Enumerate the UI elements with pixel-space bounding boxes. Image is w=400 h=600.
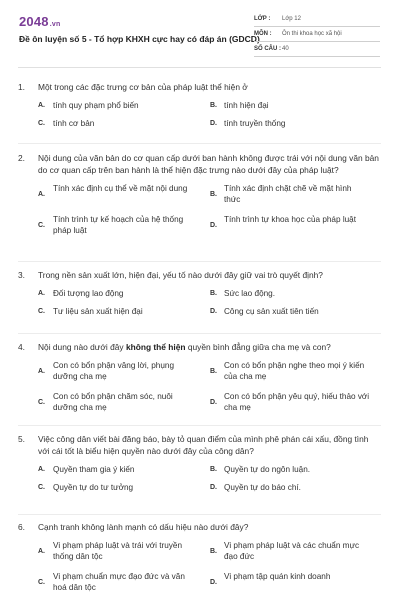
option-d[interactable]: D. Tính trình tự khoa học của pháp luật [210, 215, 357, 229]
site-logo[interactable]: 2048.vn [19, 14, 61, 29]
option-a[interactable]: A. Đối tượng lao động [38, 289, 124, 298]
meta-subject-value: Ôn thi khoa học xã hội [282, 31, 342, 37]
meta-class [254, 14, 380, 27]
document-header [0, 0, 400, 64]
meta-subject [254, 29, 380, 42]
option-a[interactable]: A. Vi phạm pháp luật và trái với truyền thống dân tộc [38, 541, 183, 561]
option-d[interactable]: D. Quyền tự do báo chí. [210, 483, 301, 492]
question-stem [18, 269, 382, 281]
option-d[interactable]: D. Công cụ sản xuất tiên tiến [210, 307, 319, 316]
question-number: 3. [18, 270, 25, 280]
question-stem [18, 341, 382, 353]
meta-class-value: Lớp 12 [282, 16, 301, 22]
meta-class-label: LỚP : [254, 16, 271, 22]
option-c[interactable]: C. tính cơ bản [38, 119, 95, 128]
question-text: Nội dung nào dưới đây không thể hiện quyền bình đẳng giữa cha mẹ và con? [38, 342, 331, 352]
meta-question-count [254, 44, 380, 57]
question-text: Việc công dân viết bài đăng báo, bày tỏ quan điểm của mình phê phán cái xấu, đồng tình với cái tốt là biểu hiện quyền nào dưới đây của công dân? [38, 434, 369, 456]
option-d[interactable]: D. Vi phạm tập quán kinh doanh [210, 572, 331, 586]
question-text: Trong nền sản xuất lớn, hiện đại, yếu tố nào dưới đây giữ vai trò quyết định? [38, 270, 323, 280]
question-divider [18, 333, 381, 334]
question-number: 6. [18, 522, 25, 532]
question-divider [18, 425, 381, 426]
question-number: 2. [18, 153, 25, 163]
question-number: 4. [18, 342, 25, 352]
option-c[interactable]: C. Quyền tự do tư tưởng [38, 483, 134, 492]
exam-title: Đề ôn luyện số 5 - Tổ hợp KHXH cực hay có đáp án (GDCD) [19, 34, 260, 44]
option-a[interactable]: A. Tính xác định cụ thể về mặt nội dung [38, 184, 188, 198]
question-text: Nội dung của văn bản do cơ quan cấp dưới ban hành không được trái với nội dung văn bản do cơ quan cấp trên ban hành là thể hiện đặc trưng nào dưới đây của pháp luật? [38, 153, 379, 175]
question-1 [18, 81, 382, 129]
question-number: 1. [18, 82, 25, 92]
meta-subject-label: MÔN : [254, 31, 272, 37]
question-3 [18, 269, 382, 317]
question-6 [18, 521, 382, 595]
question-stem [18, 521, 382, 533]
option-a[interactable]: A. Quyền tham gia ý kiến [38, 465, 135, 474]
option-c[interactable]: C. Tư liệu sản xuất hiện đại [38, 307, 143, 316]
option-b[interactable]: B. Tính xác định chặt chẽ về mặt hình thức [210, 184, 352, 204]
question-4 [18, 341, 382, 415]
question-divider [18, 514, 381, 515]
option-a[interactable]: A. tính quy phạm phổ biến [38, 101, 139, 110]
question-stem [18, 433, 382, 457]
option-b[interactable]: B. Vi phạm pháp luật và các chuẩn mực đạo đức [210, 541, 360, 561]
option-b[interactable]: B. Quyền tự do ngôn luận. [210, 465, 311, 474]
emphasis-text: không thể hiện [125, 342, 186, 352]
option-d[interactable]: D. Con có bổn phận yêu quý, hiếu thảo với cha mẹ [210, 392, 370, 412]
question-divider [18, 261, 381, 262]
header-divider [18, 67, 381, 68]
question-number: 5. [18, 434, 25, 444]
question-2 [18, 152, 382, 238]
question-text: Cạnh tranh không lành mạnh có dấu hiệu nào dưới đây? [38, 522, 249, 532]
question-text: Một trong các đặc trưng cơ bản của pháp luật thể hiện ở [38, 82, 248, 92]
option-d[interactable]: D. tính truyền thống [210, 119, 286, 128]
option-b[interactable]: B. tính hiện đại [210, 101, 269, 110]
question-divider [18, 143, 381, 144]
option-b[interactable]: B. Sức lao động. [210, 289, 275, 298]
option-c[interactable]: C. Tính trình tự kế hoạch của hệ thống pháp luật [38, 215, 184, 235]
meta-question-count-value: 40 [282, 46, 289, 52]
question-stem [18, 81, 382, 93]
meta-question-count-label: SỐ CÂU : [254, 46, 281, 52]
option-c[interactable]: C. Con có bổn phận chăm sóc, nuôi dưỡng cha mẹ [38, 392, 173, 412]
option-c[interactable]: C. Vi phạm chuẩn mực đạo đức và văn hoá dân tộc [38, 572, 185, 592]
question-5 [18, 433, 382, 493]
option-a[interactable]: A. Con có bổn phận vâng lời, phụng dưỡng cha mẹ [38, 361, 174, 381]
option-b[interactable]: B. Con có bổn phận nghe theo mọi ý kiến của cha mẹ [210, 361, 365, 381]
question-stem [18, 152, 382, 176]
